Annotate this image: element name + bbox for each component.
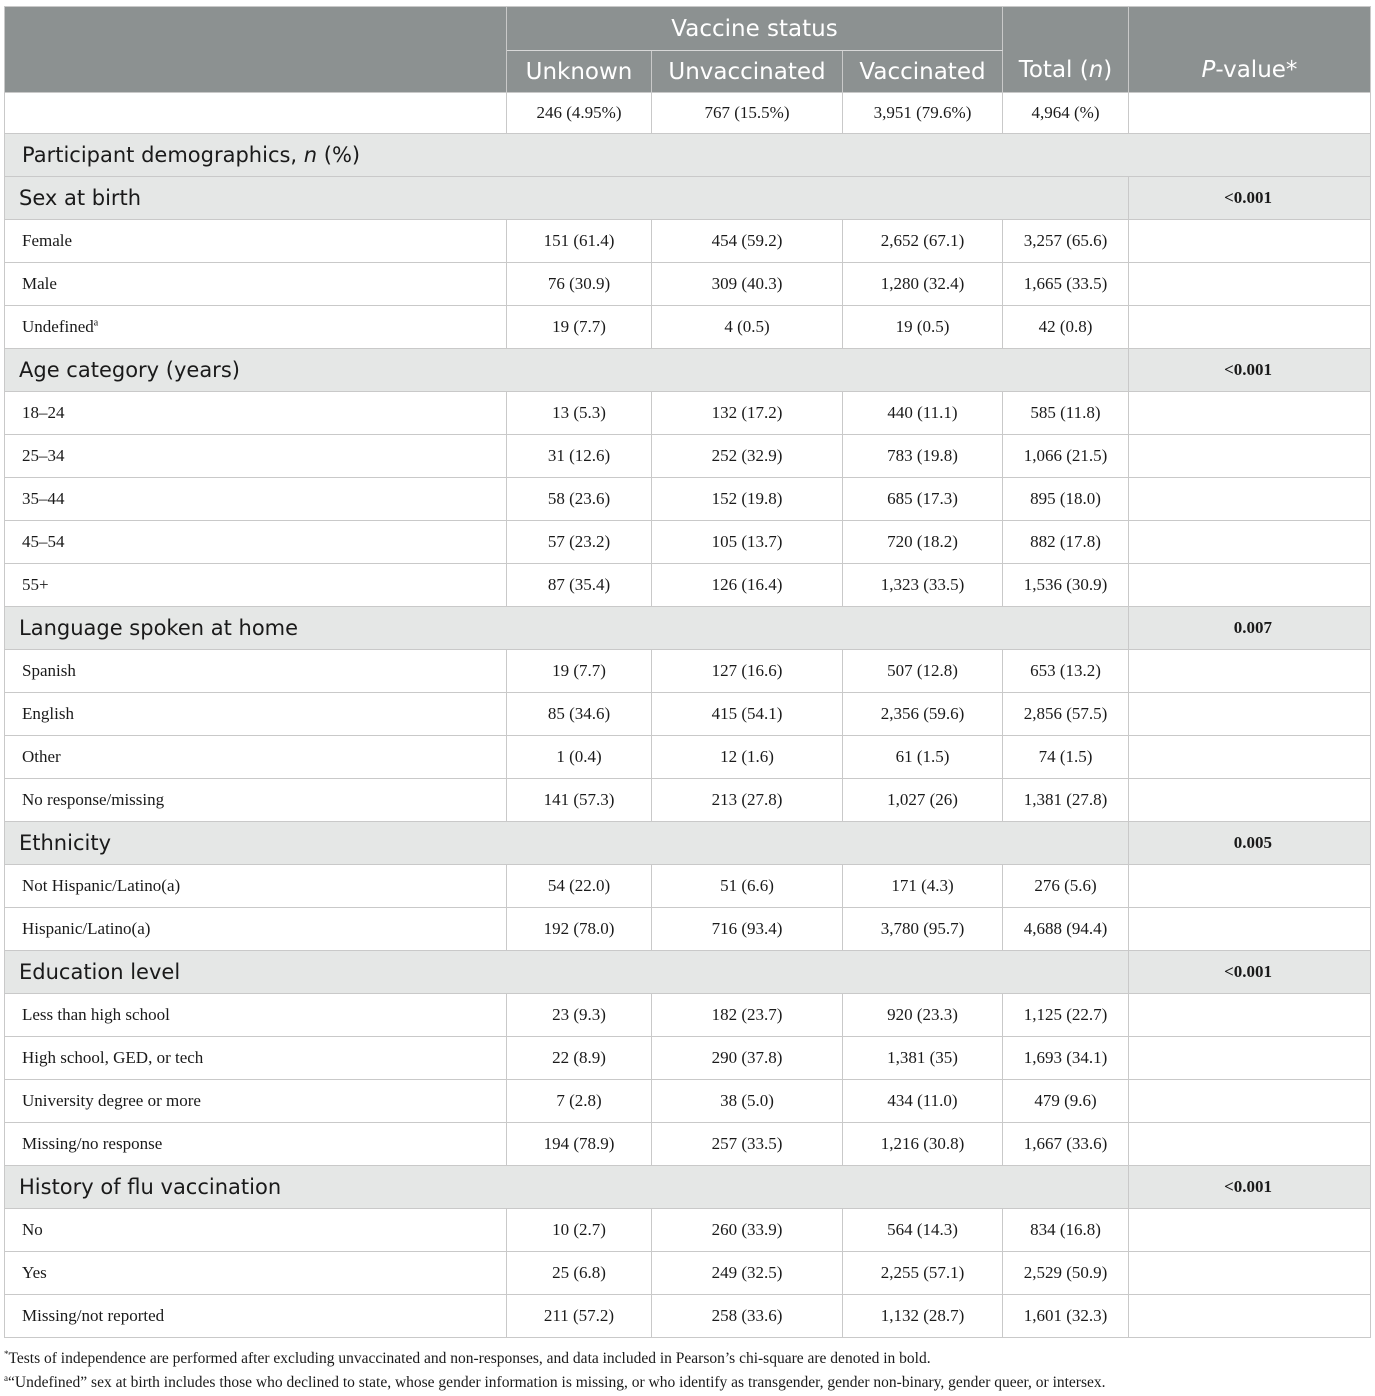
cell-total: 479 (9.6) bbox=[1003, 1080, 1129, 1123]
row-label: No bbox=[5, 1209, 507, 1252]
cell-unvaccinated: 127 (16.6) bbox=[652, 650, 843, 693]
cell-unknown: 25 (6.8) bbox=[507, 1252, 652, 1295]
table-row bbox=[5, 392, 1371, 435]
cell-total: 1,125 (22.7) bbox=[1003, 994, 1129, 1037]
cell-vaccinated: 1,323 (33.5) bbox=[843, 564, 1003, 607]
cell-unknown: 192 (78.0) bbox=[507, 908, 652, 951]
table-row bbox=[5, 220, 1371, 263]
totals-pvalue bbox=[1129, 93, 1371, 134]
cell-unvaccinated: 4 (0.5) bbox=[652, 306, 843, 349]
row-label: University degree or more bbox=[5, 1080, 507, 1123]
row-label: Yes bbox=[5, 1252, 507, 1295]
cell-vaccinated: 1,381 (35) bbox=[843, 1037, 1003, 1080]
header-unvaccinated: Unvaccinated bbox=[652, 51, 843, 93]
cell-vaccinated: 171 (4.3) bbox=[843, 865, 1003, 908]
header-vaccinated: Vaccinated bbox=[843, 51, 1003, 93]
table-row bbox=[5, 1123, 1371, 1166]
cell-unknown: 211 (57.2) bbox=[507, 1295, 652, 1338]
table-row bbox=[5, 908, 1371, 951]
cell-vaccinated: 2,652 (67.1) bbox=[843, 220, 1003, 263]
cell-unvaccinated: 12 (1.6) bbox=[652, 736, 843, 779]
demographics-table bbox=[4, 6, 1371, 1338]
row-label: Missing/no response bbox=[5, 1123, 507, 1166]
section-row bbox=[5, 349, 1371, 392]
cell-vaccinated: 61 (1.5) bbox=[843, 736, 1003, 779]
cell-vaccinated: 685 (17.3) bbox=[843, 478, 1003, 521]
cell-unknown: 54 (22.0) bbox=[507, 865, 652, 908]
cell-unknown: 31 (12.6) bbox=[507, 435, 652, 478]
section-row bbox=[5, 951, 1371, 994]
section-pvalue: 0.005 bbox=[1129, 822, 1371, 865]
totals-total: 4,964 (%) bbox=[1003, 93, 1129, 134]
section-row bbox=[5, 1166, 1371, 1209]
cell-unvaccinated: 257 (33.5) bbox=[652, 1123, 843, 1166]
cell-vaccinated: 2,255 (57.1) bbox=[843, 1252, 1003, 1295]
row-label: Not Hispanic/Latino(a) bbox=[5, 865, 507, 908]
row-label: 35–44 bbox=[5, 478, 507, 521]
cell-pvalue bbox=[1129, 1080, 1371, 1123]
header-unknown: Unknown bbox=[507, 51, 652, 93]
cell-unvaccinated: 309 (40.3) bbox=[652, 263, 843, 306]
section-pvalue: <0.001 bbox=[1129, 1166, 1371, 1209]
cell-total: 42 (0.8) bbox=[1003, 306, 1129, 349]
section-pvalue: 0.007 bbox=[1129, 607, 1371, 650]
footnotes bbox=[4, 1347, 1370, 1395]
totals-row bbox=[5, 93, 1371, 134]
cell-unknown: 76 (30.9) bbox=[507, 263, 652, 306]
cell-unvaccinated: 213 (27.8) bbox=[652, 779, 843, 822]
header-pvalue: P-value* bbox=[1129, 7, 1371, 93]
cell-unvaccinated: 38 (5.0) bbox=[652, 1080, 843, 1123]
row-label: Hispanic/Latino(a) bbox=[5, 908, 507, 951]
cell-unvaccinated: 260 (33.9) bbox=[652, 1209, 843, 1252]
cell-pvalue bbox=[1129, 564, 1371, 607]
cell-total: 653 (13.2) bbox=[1003, 650, 1129, 693]
table-row bbox=[5, 435, 1371, 478]
cell-pvalue bbox=[1129, 521, 1371, 564]
cell-pvalue bbox=[1129, 693, 1371, 736]
header-total: Total (n) bbox=[1003, 7, 1129, 93]
cell-total: 276 (5.6) bbox=[1003, 865, 1129, 908]
section-pvalue: <0.001 bbox=[1129, 177, 1371, 220]
cell-unknown: 13 (5.3) bbox=[507, 392, 652, 435]
totals-vaccinated: 3,951 (79.6%) bbox=[843, 93, 1003, 134]
cell-vaccinated: 507 (12.8) bbox=[843, 650, 1003, 693]
cell-pvalue bbox=[1129, 306, 1371, 349]
section-row bbox=[5, 822, 1371, 865]
table-row bbox=[5, 478, 1371, 521]
cell-total: 585 (11.8) bbox=[1003, 392, 1129, 435]
cell-unknown: 151 (61.4) bbox=[507, 220, 652, 263]
table-row bbox=[5, 693, 1371, 736]
section-title: Education level bbox=[5, 951, 1129, 994]
section-pvalue: <0.001 bbox=[1129, 951, 1371, 994]
row-label: No response/missing bbox=[5, 779, 507, 822]
table-row bbox=[5, 994, 1371, 1037]
row-label: Other bbox=[5, 736, 507, 779]
cell-unvaccinated: 105 (13.7) bbox=[652, 521, 843, 564]
row-label: Male bbox=[5, 263, 507, 306]
cell-vaccinated: 720 (18.2) bbox=[843, 521, 1003, 564]
cell-unknown: 141 (57.3) bbox=[507, 779, 652, 822]
table-row bbox=[5, 1080, 1371, 1123]
section-title: Sex at birth bbox=[5, 177, 1129, 220]
table-row bbox=[5, 779, 1371, 822]
cell-unknown: 85 (34.6) bbox=[507, 693, 652, 736]
cell-unvaccinated: 152 (19.8) bbox=[652, 478, 843, 521]
section-row bbox=[5, 177, 1371, 220]
row-label: Spanish bbox=[5, 650, 507, 693]
cell-unknown: 57 (23.2) bbox=[507, 521, 652, 564]
cell-pvalue bbox=[1129, 1295, 1371, 1338]
cell-unvaccinated: 252 (32.9) bbox=[652, 435, 843, 478]
table-row bbox=[5, 736, 1371, 779]
totals-label bbox=[5, 93, 507, 134]
cell-unknown: 19 (7.7) bbox=[507, 650, 652, 693]
table-row bbox=[5, 1209, 1371, 1252]
cell-unvaccinated: 716 (93.4) bbox=[652, 908, 843, 951]
cell-vaccinated: 1,027 (26) bbox=[843, 779, 1003, 822]
cell-unvaccinated: 258 (33.6) bbox=[652, 1295, 843, 1338]
cell-total: 1,381 (27.8) bbox=[1003, 779, 1129, 822]
row-label: High school, GED, or tech bbox=[5, 1037, 507, 1080]
cell-total: 1,667 (33.6) bbox=[1003, 1123, 1129, 1166]
cell-total: 882 (17.8) bbox=[1003, 521, 1129, 564]
cell-unvaccinated: 415 (54.1) bbox=[652, 693, 843, 736]
cell-pvalue bbox=[1129, 1123, 1371, 1166]
section-title: History of flu vaccination bbox=[5, 1166, 1129, 1209]
cell-vaccinated: 1,132 (28.7) bbox=[843, 1295, 1003, 1338]
table-row bbox=[5, 650, 1371, 693]
section-pvalue: <0.001 bbox=[1129, 349, 1371, 392]
cell-total: 3,257 (65.6) bbox=[1003, 220, 1129, 263]
cell-unvaccinated: 51 (6.6) bbox=[652, 865, 843, 908]
cell-vaccinated: 19 (0.5) bbox=[843, 306, 1003, 349]
cell-pvalue bbox=[1129, 1209, 1371, 1252]
demographics-row bbox=[5, 134, 1371, 177]
cell-pvalue bbox=[1129, 650, 1371, 693]
demographics-label: Participant demographics, n (%) bbox=[5, 134, 1371, 177]
row-label: 18–24 bbox=[5, 392, 507, 435]
table-row bbox=[5, 521, 1371, 564]
cell-vaccinated: 1,216 (30.8) bbox=[843, 1123, 1003, 1166]
table-row bbox=[5, 865, 1371, 908]
row-label: 45–54 bbox=[5, 521, 507, 564]
totals-unvaccinated: 767 (15.5%) bbox=[652, 93, 843, 134]
cell-unknown: 10 (2.7) bbox=[507, 1209, 652, 1252]
cell-pvalue bbox=[1129, 435, 1371, 478]
cell-total: 1,693 (34.1) bbox=[1003, 1037, 1129, 1080]
cell-total: 2,529 (50.9) bbox=[1003, 1252, 1129, 1295]
cell-vaccinated: 783 (19.8) bbox=[843, 435, 1003, 478]
cell-unvaccinated: 249 (32.5) bbox=[652, 1252, 843, 1295]
section-title: Language spoken at home bbox=[5, 607, 1129, 650]
row-label: 25–34 bbox=[5, 435, 507, 478]
cell-pvalue bbox=[1129, 263, 1371, 306]
cell-unknown: 22 (8.9) bbox=[507, 1037, 652, 1080]
cell-vaccinated: 3,780 (95.7) bbox=[843, 908, 1003, 951]
row-label: Undefined$^a$ bbox=[5, 306, 507, 349]
cell-unknown: 194 (78.9) bbox=[507, 1123, 652, 1166]
cell-unknown: 58 (23.6) bbox=[507, 478, 652, 521]
row-label: Missing/not reported bbox=[5, 1295, 507, 1338]
header-blank bbox=[5, 7, 507, 93]
cell-pvalue bbox=[1129, 1037, 1371, 1080]
cell-unknown: 1 (0.4) bbox=[507, 736, 652, 779]
cell-vaccinated: 434 (11.0) bbox=[843, 1080, 1003, 1123]
cell-vaccinated: 920 (23.3) bbox=[843, 994, 1003, 1037]
cell-unvaccinated: 290 (37.8) bbox=[652, 1037, 843, 1080]
cell-unvaccinated: 132 (17.2) bbox=[652, 392, 843, 435]
table-row bbox=[5, 1295, 1371, 1338]
cell-pvalue bbox=[1129, 1252, 1371, 1295]
cell-total: 2,856 (57.5) bbox=[1003, 693, 1129, 736]
cell-vaccinated: 2,356 (59.6) bbox=[843, 693, 1003, 736]
cell-pvalue bbox=[1129, 908, 1371, 951]
cell-pvalue bbox=[1129, 994, 1371, 1037]
cell-unknown: 23 (9.3) bbox=[507, 994, 652, 1037]
cell-unknown: 19 (7.7) bbox=[507, 306, 652, 349]
row-label: 55+ bbox=[5, 564, 507, 607]
row-label: Less than high school bbox=[5, 994, 507, 1037]
cell-total: 1,601 (32.3) bbox=[1003, 1295, 1129, 1338]
cell-vaccinated: 440 (11.1) bbox=[843, 392, 1003, 435]
section-row bbox=[5, 607, 1371, 650]
section-title: Ethnicity bbox=[5, 822, 1129, 865]
cell-pvalue bbox=[1129, 220, 1371, 263]
table-row bbox=[5, 564, 1371, 607]
cell-vaccinated: 564 (14.3) bbox=[843, 1209, 1003, 1252]
cell-unvaccinated: 126 (16.4) bbox=[652, 564, 843, 607]
footnote-a: $^a$“Undefined” sex at birth includes those who declined to state, whose gender information is missing, or who identify as transgender, gender non-binary, gender queer, or intersex. bbox=[4, 1372, 1106, 1391]
section-title: Age category (years) bbox=[5, 349, 1129, 392]
cell-total: 74 (1.5) bbox=[1003, 736, 1129, 779]
cell-total: 895 (18.0) bbox=[1003, 478, 1129, 521]
cell-unvaccinated: 182 (23.7) bbox=[652, 994, 843, 1037]
cell-pvalue bbox=[1129, 736, 1371, 779]
table-row bbox=[5, 263, 1371, 306]
cell-total: 834 (16.8) bbox=[1003, 1209, 1129, 1252]
cell-total: 1,066 (21.5) bbox=[1003, 435, 1129, 478]
table-row bbox=[5, 1037, 1371, 1080]
cell-total: 1,536 (30.9) bbox=[1003, 564, 1129, 607]
row-label: English bbox=[5, 693, 507, 736]
totals-unknown: 246 (4.95%) bbox=[507, 93, 652, 134]
cell-pvalue bbox=[1129, 865, 1371, 908]
cell-vaccinated: 1,280 (32.4) bbox=[843, 263, 1003, 306]
footnote-asterisk: *Tests of independence are performed after excluding unvaccinated and non-responses, and data included in Pearson’s chi-square are denoted in bold. bbox=[4, 1348, 931, 1367]
table-row bbox=[5, 1252, 1371, 1295]
cell-unknown: 7 (2.8) bbox=[507, 1080, 652, 1123]
cell-pvalue bbox=[1129, 392, 1371, 435]
cell-unvaccinated: 454 (59.2) bbox=[652, 220, 843, 263]
cell-total: 1,665 (33.5) bbox=[1003, 263, 1129, 306]
cell-unknown: 87 (35.4) bbox=[507, 564, 652, 607]
table-row bbox=[5, 306, 1371, 349]
cell-total: 4,688 (94.4) bbox=[1003, 908, 1129, 951]
row-label: Female bbox=[5, 220, 507, 263]
header-vaccine-status: Vaccine status bbox=[507, 7, 1003, 51]
cell-pvalue bbox=[1129, 779, 1371, 822]
cell-pvalue bbox=[1129, 478, 1371, 521]
